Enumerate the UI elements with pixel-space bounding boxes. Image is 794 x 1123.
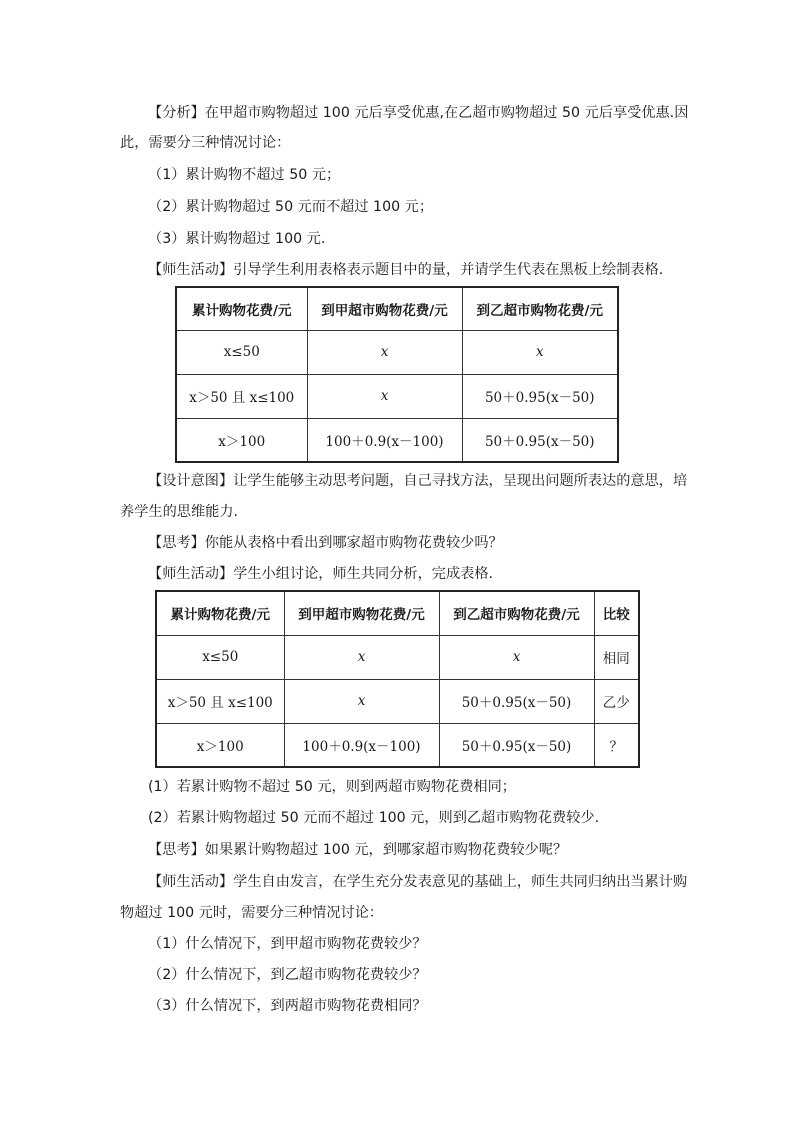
table2-header-jia: 到甲超市购物花费/元 (284, 591, 439, 635)
think-1: 【思考】你能从表格中看出到哪家超市购物花费较少吗？ (148, 535, 503, 551)
think-2: 【思考】如果累计购物超过 100 元，到哪家超市购物花费较少呢？ (148, 842, 568, 858)
table1-header-yi: 到乙超市购物花费/元 (462, 287, 618, 330)
conclusion-2: (2）若累计购物超过 50 元而不超过 100 元，则到乙超市购物花费较少. (148, 810, 600, 826)
table1-cell: x＞50 且 x≤100 (176, 374, 307, 418)
analysis-line-1: 【分析】在甲超市购物超过 100 元后享受优惠,在乙超市购物超过 50 元后享受优惠.因 (148, 105, 689, 121)
cost-table-1 (175, 286, 619, 463)
table1-cell: x＞100 (176, 418, 307, 462)
table2-cell: x (284, 635, 439, 679)
case-2: （2）累计购物超过 50 元而不超过 100 元； (148, 199, 434, 215)
table2-header-yi: 到乙超市购物花费/元 (439, 591, 594, 635)
table2-header-compare: 比较 (594, 591, 639, 635)
table2-cell: 50＋0.95(x－50) (439, 679, 594, 723)
teacher-activity-3-line-1: 【师生活动】学生自由发言，在学生充分发表意见的基础上，师生共同归纳出当累计购 (148, 874, 688, 890)
cost-table-2 (155, 590, 640, 768)
table2-cell: x (284, 679, 439, 723)
table2-cell: x＞50 且 x≤100 (156, 679, 284, 723)
analysis-line-2: 此，需要分三种情况讨论： (120, 135, 291, 151)
table1-cell: x (307, 330, 462, 374)
table2-cell: x≤50 (156, 635, 284, 679)
table1-cell: 50＋0.95(x－50) (462, 374, 618, 418)
conclusion-1: (1）若累计购物不超过 50 元，则到两超市购物花费相同； (148, 779, 516, 795)
table1-header-jia: 到甲超市购物花费/元 (307, 287, 462, 330)
table2-cell: x (439, 635, 594, 679)
table1-cell: 50＋0.95(x－50) (462, 418, 618, 462)
teacher-activity-1: 【师生活动】引导学生利用表格表示题目中的量，并请学生代表在黑板上绘制表格. (148, 262, 664, 278)
table1-cell: x (462, 330, 618, 374)
table2-compare-cell: 相同 (594, 635, 639, 679)
table2-compare-cell: ？ (594, 723, 639, 767)
case-1: （1）累计购物不超过 50 元； (148, 167, 341, 183)
teacher-activity-3-line-2: 物超过 100 元时，需要分三种情况讨论： (120, 905, 384, 921)
design-intent-line-2: 养学生的思维能力. (120, 504, 239, 520)
teacher-activity-2: 【师生活动】学生小组讨论，师生共同分析，完成表格. (148, 566, 494, 582)
table2-cell: x＞100 (156, 723, 284, 767)
table1-cell: x (307, 374, 462, 418)
case-3: （3）累计购物超过 100 元. (148, 231, 326, 247)
table2-compare-cell: 乙少 (594, 679, 639, 723)
question-2: （2）什么情况下，到乙超市购物花费较少？ (148, 967, 427, 983)
table1-header-total: 累计购物花费/元 (176, 287, 307, 330)
question-3: （3）什么情况下，到两超市购物花费相同？ (148, 998, 427, 1014)
table1-cell: x≤50 (176, 330, 307, 374)
table2-cell: 100＋0.9(x－100) (284, 723, 439, 767)
table2-cell: 50＋0.95(x－50) (439, 723, 594, 767)
design-intent-line-1: 【设计意图】让学生能够主动思考问题，自己寻找方法，呈现出问题所表达的意思，培 (148, 473, 688, 489)
question-1: （1）什么情况下，到甲超市购物花费较少？ (148, 936, 427, 952)
table1-cell: 100＋0.9(x－100) (307, 418, 462, 462)
table2-header-total: 累计购物花费/元 (156, 591, 284, 635)
